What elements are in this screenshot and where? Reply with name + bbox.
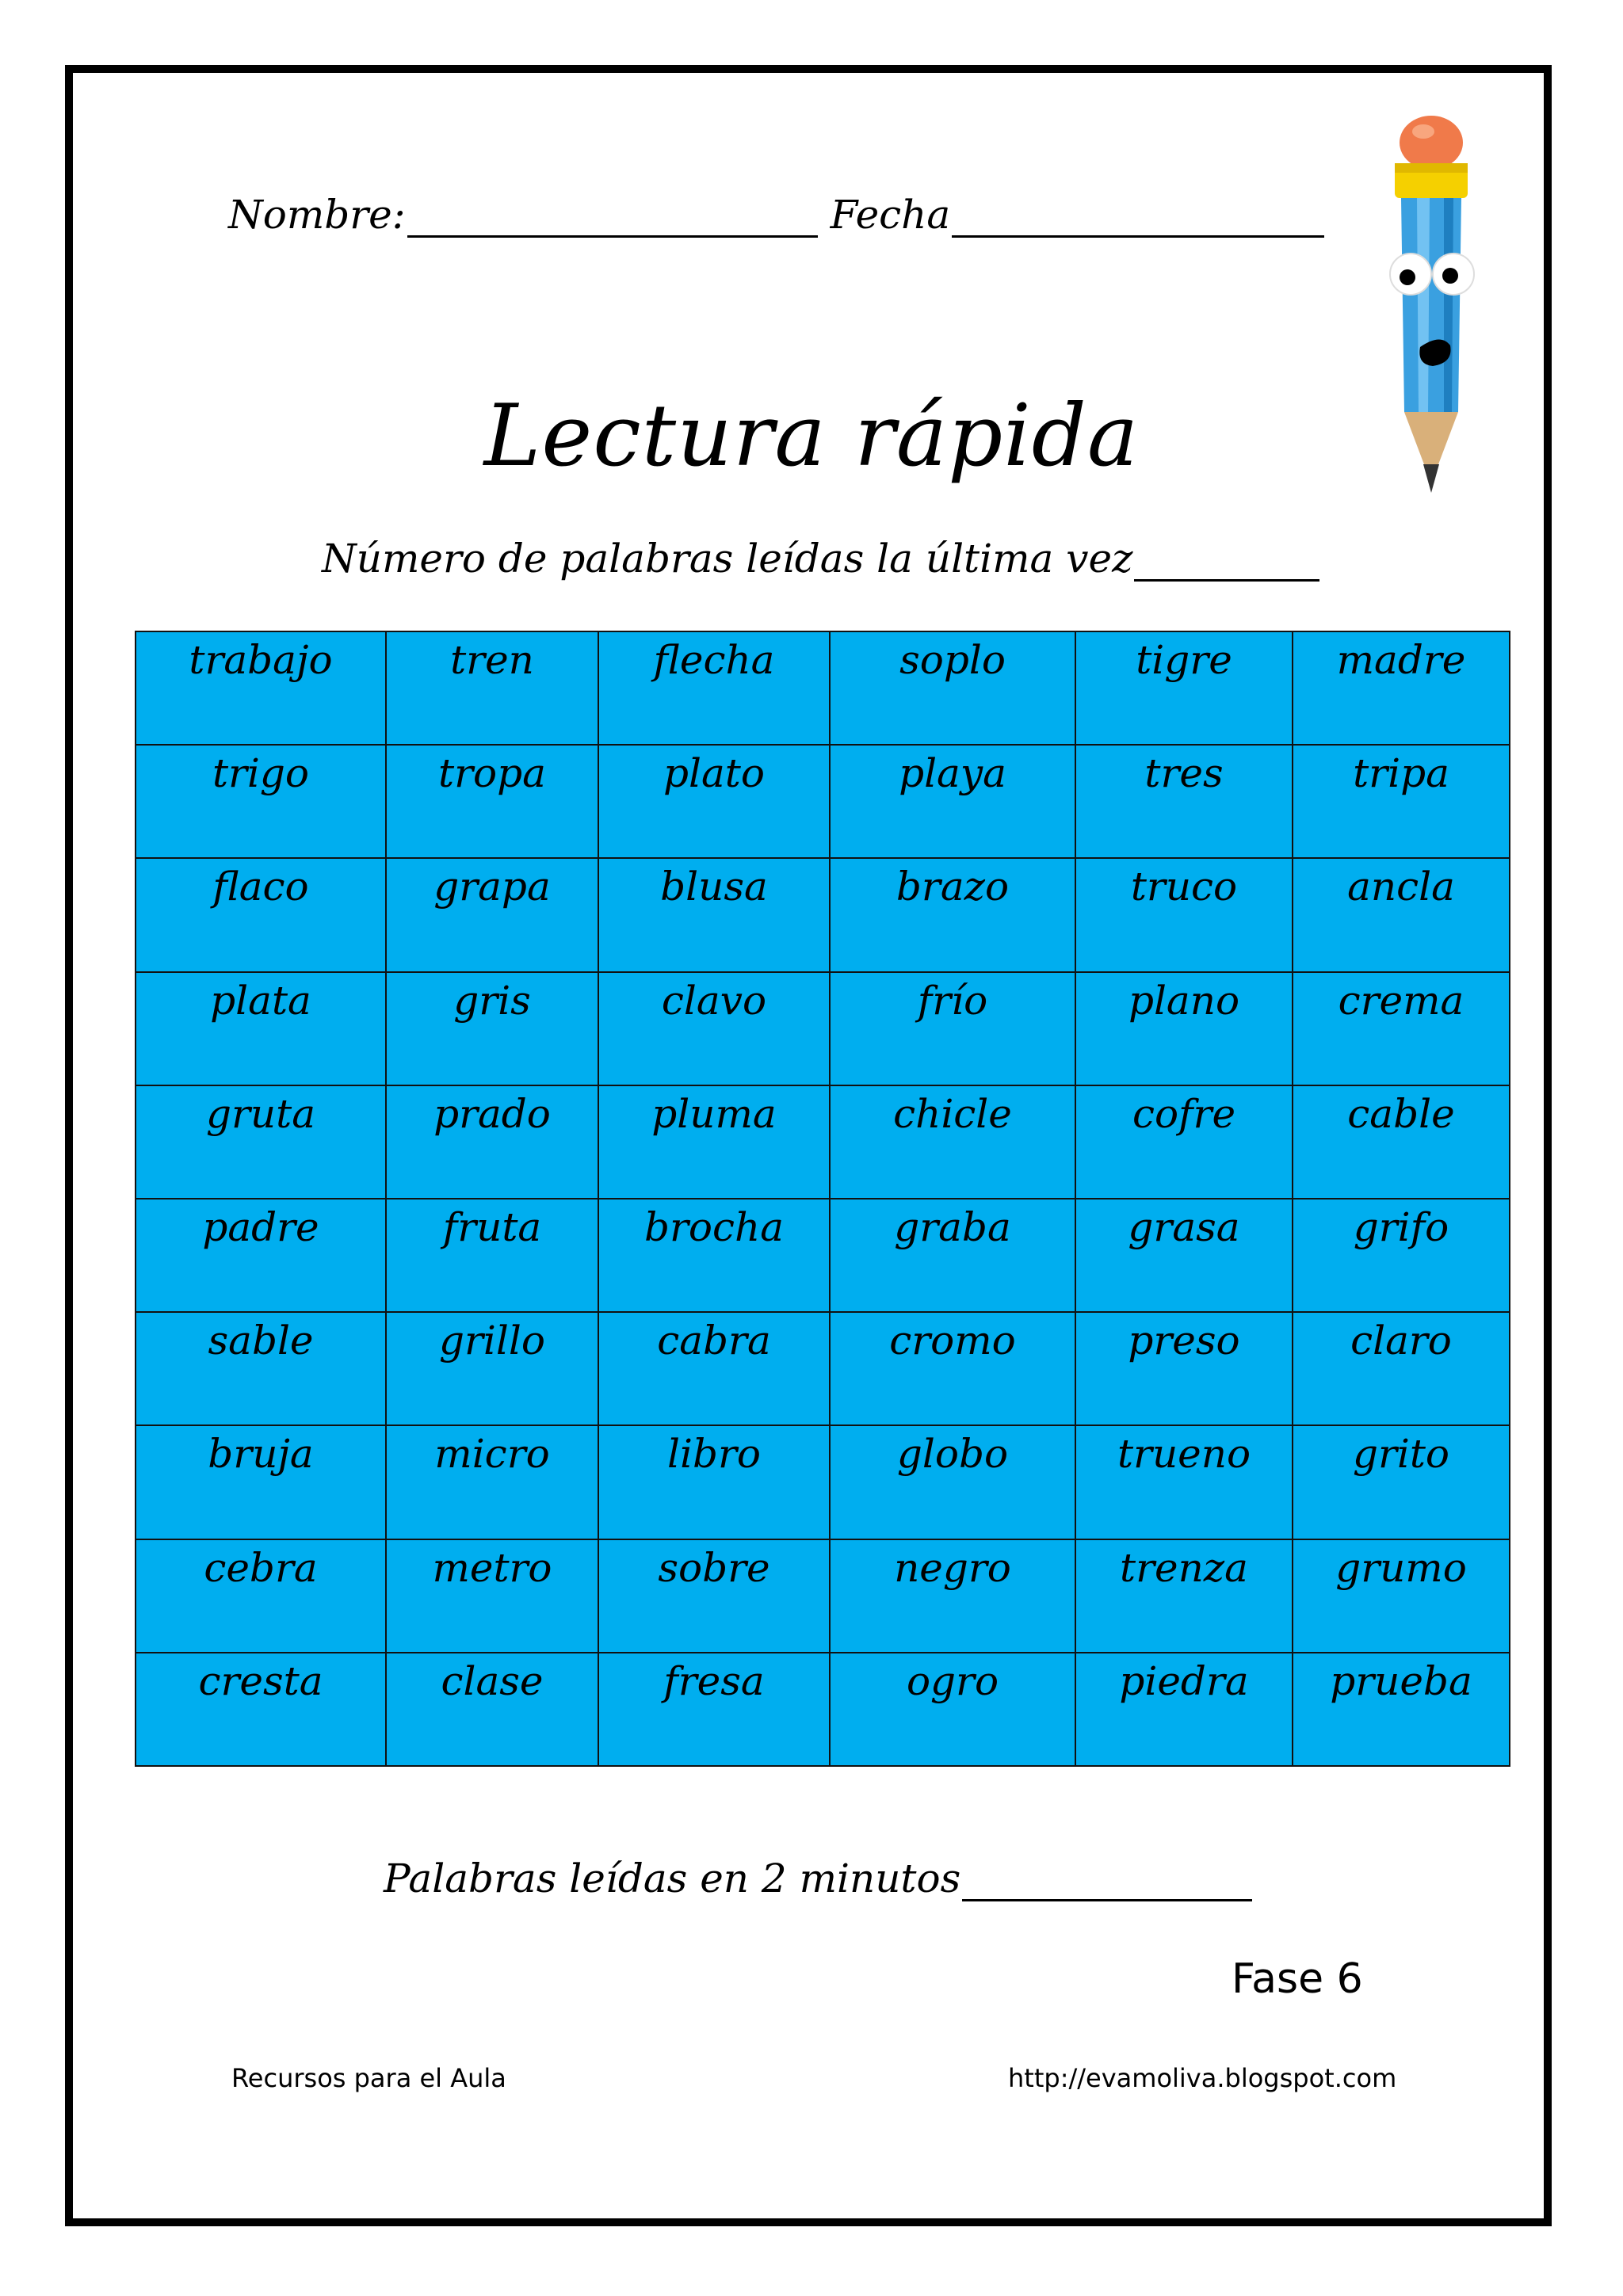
word-cell: sobre [598, 1539, 830, 1653]
word-cell: trenza [1075, 1539, 1293, 1653]
last-count-blank[interactable] [1134, 578, 1319, 582]
word-cell: grito [1293, 1425, 1510, 1539]
read-in-label: Palabras leídas en 2 minutos [384, 1855, 961, 1901]
word-cell: flaco [136, 858, 386, 971]
word-cell: grillo [386, 1312, 598, 1425]
word-cell: cofre [1075, 1085, 1293, 1199]
last-count-line [322, 536, 1319, 582]
word-cell: tres [1075, 745, 1293, 858]
grid-row [136, 858, 1510, 971]
word-cell: micro [386, 1425, 598, 1539]
word-cell: blusa [598, 858, 830, 971]
word-cell: crema [1293, 972, 1510, 1085]
word-cell: padre [136, 1199, 386, 1312]
word-cell: tigre [1075, 631, 1293, 745]
phase-label: Fase 6 [1232, 1955, 1363, 2003]
word-cell: playa [830, 745, 1075, 858]
word-cell: ogro [830, 1653, 1075, 1766]
grid-row [136, 745, 1510, 858]
word-cell: negro [830, 1539, 1075, 1653]
word-cell: pluma [598, 1085, 830, 1199]
word-cell: gruta [136, 1085, 386, 1199]
word-cell: madre [1293, 631, 1510, 745]
word-cell: trabajo [136, 631, 386, 745]
word-cell: tropa [386, 745, 598, 858]
word-cell: grifo [1293, 1199, 1510, 1312]
name-blank[interactable] [407, 235, 818, 238]
word-cell: piedra [1075, 1653, 1293, 1766]
word-cell: clavo [598, 972, 830, 1085]
word-cell: frío [830, 972, 1075, 1085]
word-grid [135, 631, 1510, 1767]
word-cell: plano [1075, 972, 1293, 1085]
word-cell: tren [386, 631, 598, 745]
word-cell: plato [598, 745, 830, 858]
word-cell: trueno [1075, 1425, 1293, 1539]
word-cell: prueba [1293, 1653, 1510, 1766]
grid-row [136, 1653, 1510, 1766]
date-blank[interactable] [952, 235, 1324, 238]
read-in-blank[interactable] [962, 1898, 1252, 1901]
word-cell: trigo [136, 745, 386, 858]
read-in-line [384, 1855, 1252, 1901]
word-cell: truco [1075, 858, 1293, 971]
word-cell: grumo [1293, 1539, 1510, 1653]
footer-right[interactable]: http://evamoliva.blogspot.com [1008, 2063, 1397, 2093]
grid-row [136, 1539, 1510, 1653]
footer-left: Recursos para el Aula [231, 2063, 506, 2093]
word-cell: fruta [386, 1199, 598, 1312]
word-cell: globo [830, 1425, 1075, 1539]
word-cell: brazo [830, 858, 1075, 971]
grid-row [136, 1199, 1510, 1312]
word-cell: ancla [1293, 858, 1510, 971]
word-cell: graba [830, 1199, 1075, 1312]
word-cell: cable [1293, 1085, 1510, 1199]
name-line [228, 192, 1324, 238]
word-cell: cromo [830, 1312, 1075, 1425]
word-cell: preso [1075, 1312, 1293, 1425]
word-cell: fresa [598, 1653, 830, 1766]
word-cell: cresta [136, 1653, 386, 1766]
word-cell: chicle [830, 1085, 1075, 1199]
name-label: Nombre: [228, 192, 406, 238]
word-cell: flecha [598, 631, 830, 745]
word-cell: clase [386, 1653, 598, 1766]
word-cell: brocha [598, 1199, 830, 1312]
word-cell: prado [386, 1085, 598, 1199]
date-label: Fecha [830, 192, 951, 238]
grid-row [136, 972, 1510, 1085]
word-cell: libro [598, 1425, 830, 1539]
word-cell: tripa [1293, 745, 1510, 858]
word-cell: gris [386, 972, 598, 1085]
grid-row [136, 631, 1510, 745]
grid-row [136, 1425, 1510, 1539]
word-cell: grapa [386, 858, 598, 971]
word-cell: sable [136, 1312, 386, 1425]
grid-row [136, 1312, 1510, 1425]
word-cell: plata [136, 972, 386, 1085]
page-title: Lectura rápida [483, 387, 1140, 486]
word-cell: soplo [830, 631, 1075, 745]
last-count-label: Número de palabras leídas la última vez [322, 536, 1133, 582]
word-cell: metro [386, 1539, 598, 1653]
word-cell: grasa [1075, 1199, 1293, 1312]
word-cell: cabra [598, 1312, 830, 1425]
word-cell: cebra [136, 1539, 386, 1653]
word-cell: bruja [136, 1425, 386, 1539]
grid-row [136, 1085, 1510, 1199]
word-cell: claro [1293, 1312, 1510, 1425]
